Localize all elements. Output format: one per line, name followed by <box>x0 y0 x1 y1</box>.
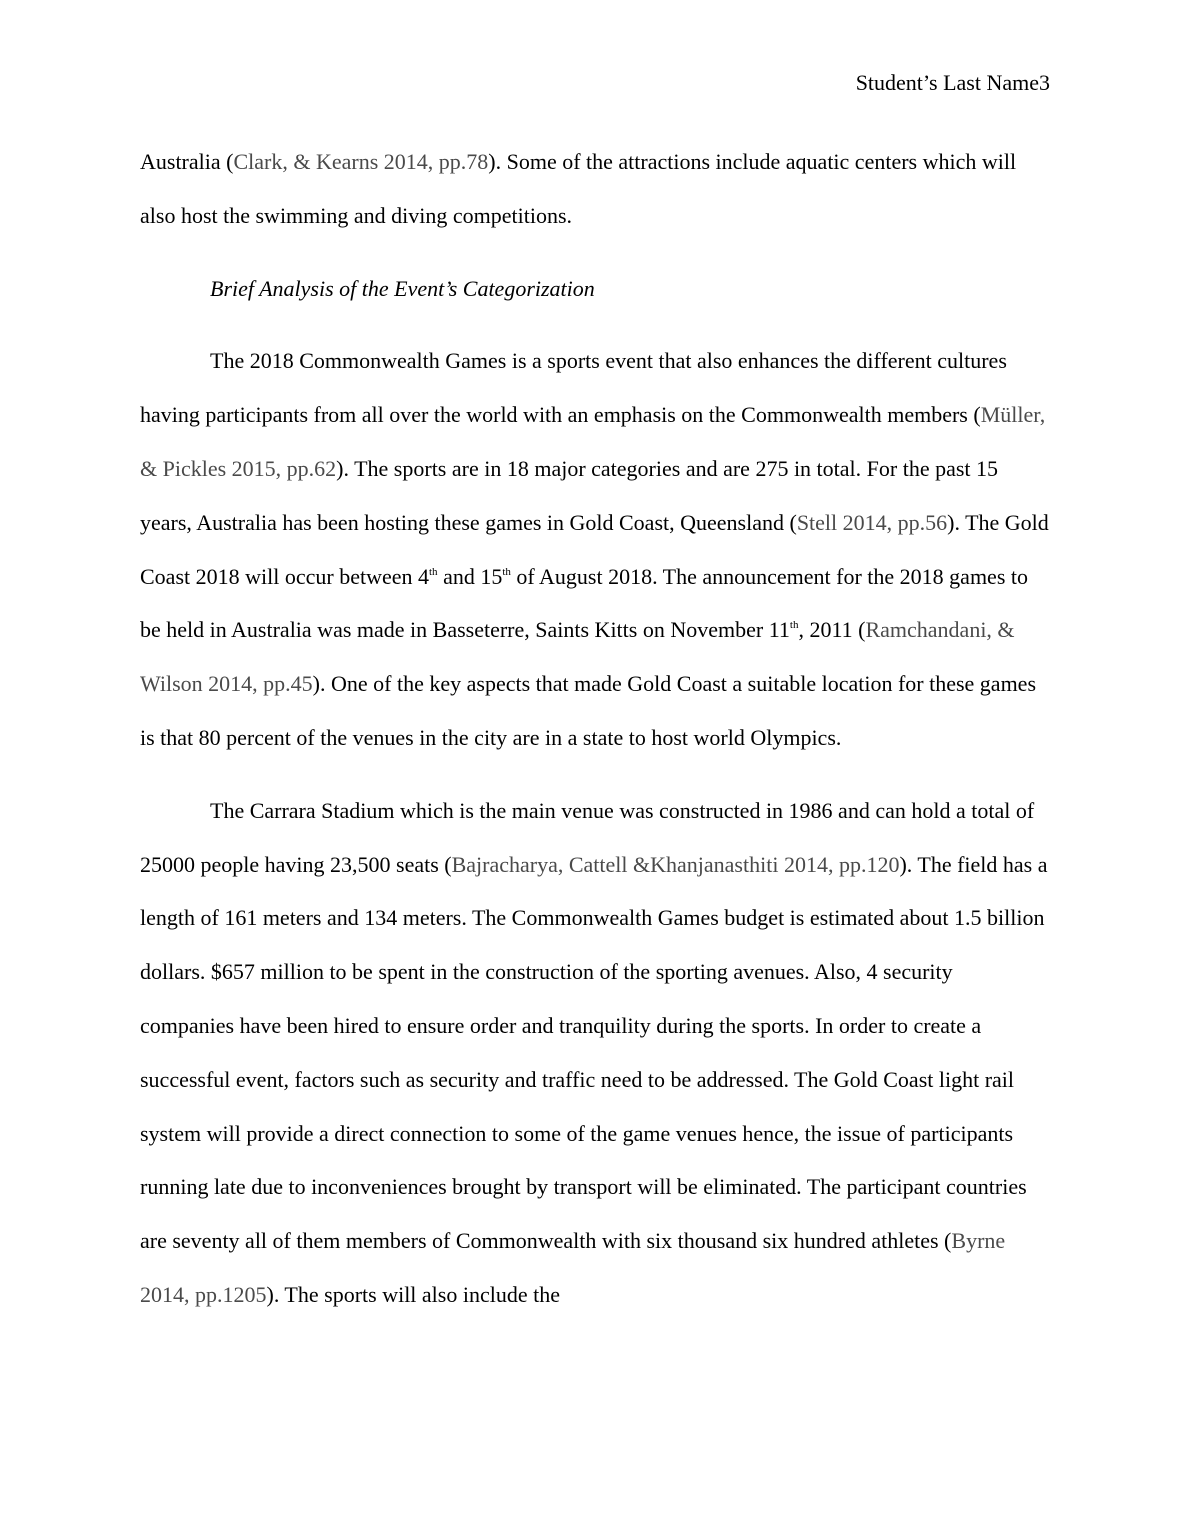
running-head: Student’s Last Name3 <box>855 70 1050 95</box>
paragraph-continuation <box>140 135 1052 243</box>
citation: Ramchandani, & Wilson 2014, pp.45 <box>140 617 1015 697</box>
ordinal-suffix: th <box>429 565 438 578</box>
citation: Müller, & Pickles 2015, pp.62 <box>140 402 1046 481</box>
text-run: The 2018 Commonwealth Games is a sports event that also enhances the different cultures having participants from all over the world with an emphasis on the Commonwealth members ( <box>140 348 1007 428</box>
document-body <box>140 135 1052 1322</box>
text-run: Australia ( <box>140 149 234 174</box>
text-run: The Carrara Stadium which is the main venue was constructed in 1986 and can hold a total of 25000 people having 23,500 seats ( <box>140 797 1035 877</box>
ordinal-suffix: th <box>789 619 799 632</box>
paragraph-stadium <box>140 784 1052 1322</box>
text-run: and 15 <box>437 563 503 589</box>
text-run: ). Some of the attractions include aquatic centers which will also host the swimming and diving competitions. <box>140 149 1017 228</box>
text-run: of August 2018. The announcement for the 2018 games to be held in Australia was made in Basseterre, Saints Kitts on November 11 <box>140 563 1028 643</box>
text-run: ). The field has a length of 161 meters and 134 meters. The Commonwealth Games budget is estimated about 1.5 billion dollars. $657 million to be spent in the construction of the sporting avenues. Also, 4 security companies have been hired to ensure order and tranquility during the sports. In order to create a successful event, factors such as security and traffic need to be addressed. The Gold Coast light rail system will provide a direct connection to some of the game venues hence, the issue of participants running late due to inconveniences brought by transport will be eliminated. The participant countries are seventy all of them members of Commonwealth with six thousand six hundred athletes ( <box>140 851 1048 1254</box>
paragraph-categorization <box>140 334 1052 764</box>
text-run: ). The sports are in 18 major categories and are 275 in total. For the past 15 years, Australia has been hosting these games in Gold Coast, Queensland ( <box>140 455 999 535</box>
text-run: ). The sports will also include the <box>266 1281 560 1307</box>
section-heading: Brief Analysis of the Event’s Categorization <box>210 275 595 301</box>
citation: Stell 2014, pp.56 <box>796 509 948 535</box>
text-run: ). The Gold Coast 2018 will occur between 4 <box>140 509 1049 589</box>
text-run: ). One of the key aspects that made Gold Coast a suitable location for these games is that 80 percent of the venues in the city are in a state to host world Olympics. <box>140 671 1037 750</box>
citation: Bajracharya, Cattell &Khanjanasthiti 2014, pp.120 <box>451 851 900 877</box>
text-run: , 2011 ( <box>798 617 866 643</box>
ordinal-suffix: th <box>502 565 511 578</box>
citation: Byrne 2014, pp.1205 <box>140 1228 1006 1307</box>
citation: Clark, & Kearns 2014, pp.78 <box>233 149 489 174</box>
